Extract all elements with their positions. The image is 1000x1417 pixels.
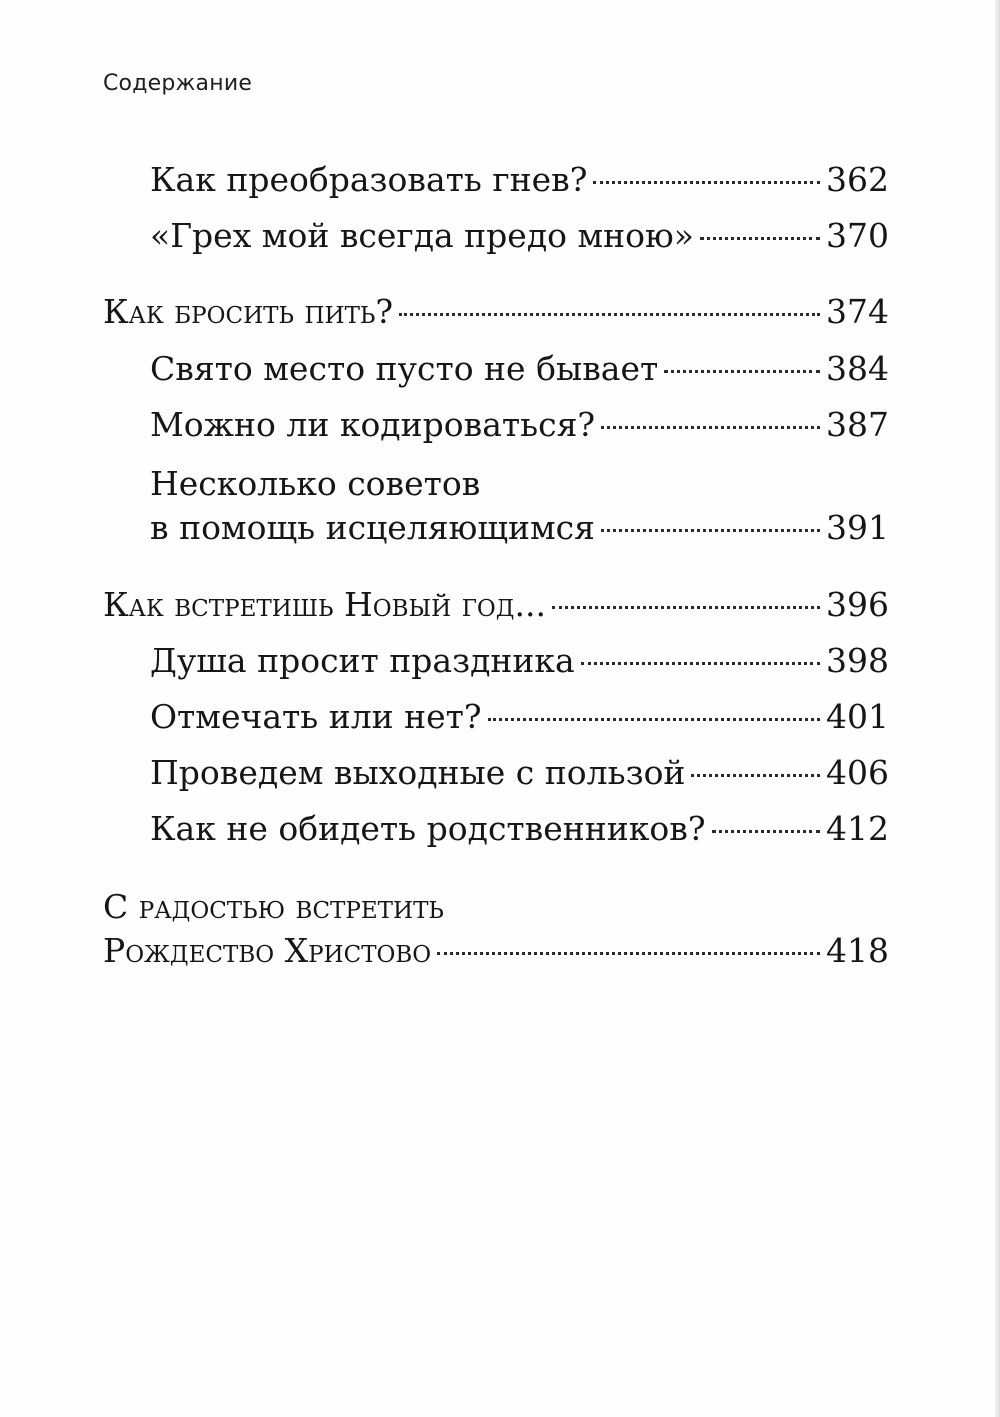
toc-entry-title: Проведем выходные с пользой	[150, 753, 686, 792]
toc-entry-title: Отмечать или нет?	[150, 697, 482, 736]
dot-leader	[664, 370, 820, 373]
toc-chapter	[103, 885, 889, 973]
dot-leader	[581, 662, 820, 665]
toc-entry-title-line1: Несколько советов	[150, 464, 481, 503]
dot-leader	[593, 181, 820, 184]
toc-chapter-title-line2: Рождество Христово	[103, 931, 432, 970]
toc-entry	[150, 639, 889, 683]
dot-leader	[601, 529, 820, 532]
dot-leader	[552, 606, 820, 609]
toc-chapter	[103, 583, 889, 627]
dot-leader	[399, 313, 820, 316]
toc-entry-title: «Грех мой всегда предо мною»	[150, 216, 694, 255]
toc-entry-title: Можно ли кодироваться?	[150, 405, 596, 444]
running-head: Содержание	[103, 71, 253, 96]
toc-entry	[150, 751, 889, 795]
toc-entry	[150, 695, 889, 739]
dot-leader	[437, 952, 820, 955]
toc-entry-page: 401	[826, 697, 889, 736]
toc-chapter	[103, 290, 889, 334]
toc-entry-page: 406	[826, 753, 889, 792]
dot-leader	[601, 426, 820, 429]
toc-entry	[150, 403, 889, 447]
toc-entry-page: 398	[826, 641, 889, 680]
toc-entry-page: 412	[826, 809, 889, 848]
toc-entry-page: 370	[826, 216, 889, 255]
toc-entry	[150, 158, 889, 202]
toc-entry-title: Как не обидеть родственников?	[150, 809, 706, 848]
dot-leader	[700, 237, 820, 240]
toc-chapter-title: Как встретишь Новый год...	[103, 585, 546, 624]
dot-leader	[691, 774, 820, 777]
toc-entry	[150, 807, 889, 851]
toc-entry	[150, 462, 889, 550]
toc-entry-page: 384	[826, 349, 889, 388]
toc-entry-title: Душа просит праздника	[150, 641, 575, 680]
toc-entry-title: Как преобразовать гнев?	[150, 160, 588, 199]
dot-leader	[712, 830, 820, 833]
toc-entry-title-line2: в помощь исцеляющимся	[150, 508, 595, 547]
toc-entry	[150, 214, 889, 258]
toc-entry-page: 362	[826, 160, 889, 199]
toc-chapter-title-line1: С радостью встретить	[103, 887, 444, 926]
toc-entry-page: 391	[826, 508, 889, 547]
page-edge-shadow	[995, 0, 1000, 1417]
toc-entry-page: 387	[826, 405, 889, 444]
toc-entry-page: 396	[826, 585, 889, 624]
toc-chapter-title: Как бросить пить?	[103, 292, 394, 331]
dot-leader	[488, 718, 820, 721]
toc-entry-title: Свято место пусто не бывает	[150, 349, 659, 388]
toc-entry-page: 374	[826, 292, 889, 331]
toc-entry-page: 418	[826, 931, 889, 970]
toc-entry	[150, 347, 889, 391]
